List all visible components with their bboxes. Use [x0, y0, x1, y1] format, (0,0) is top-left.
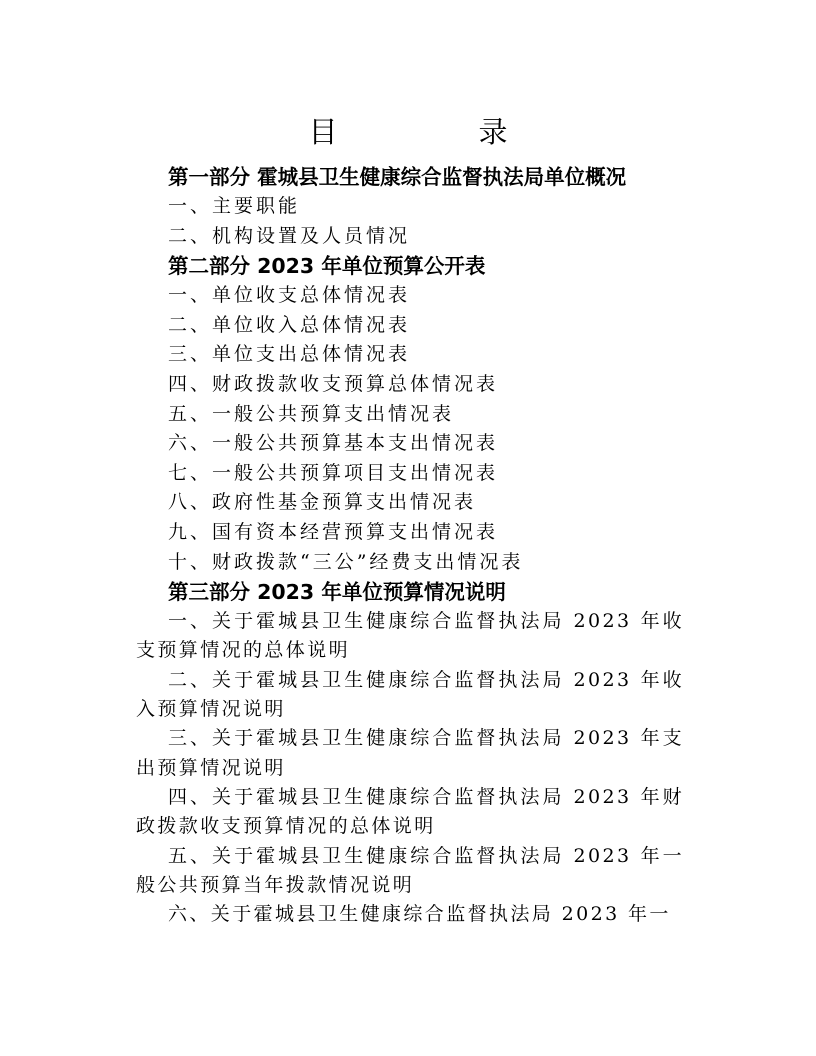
toc-item: 一、关于霍城县卫生健康综合监督执法局 2023 年收支预算情况的总体说明 [136, 610, 684, 662]
part-heading: 第一部分 霍城县卫生健康综合监督执法局单位概况 [168, 165, 627, 189]
toc-item: 五、一般公共预算支出情况表 [168, 402, 455, 425]
toc-item: 九、国有资本经营预算支出情况表 [168, 520, 499, 543]
toc-item: 四、财政拨款收支预算总体情况表 [168, 372, 499, 395]
toc-item: 八、政府性基金预算支出情况表 [168, 491, 477, 514]
toc-item: 二、关于霍城县卫生健康综合监督执法局 2023 年收入预算情况说明 [136, 668, 684, 721]
toc-item: 一、单位收支总体情况表 [168, 284, 411, 307]
toc-item: 五、关于霍城县卫生健康综合监督执法局 2023 年一般公共预算当年拨款情况说明 [136, 844, 684, 896]
toc-item: 七、一般公共预算项目支出情况表 [168, 461, 499, 484]
toc-item: 六、关于霍城县卫生健康综合监督执法局 2023 年一 [168, 903, 671, 926]
toc-item: 四、关于霍城县卫生健康综合监督执法局 2023 年财政拨款收支预算情况的总体说明 [136, 785, 684, 838]
toc-item: 三、关于霍城县卫生健康综合监督执法局 2023 年支出预算情况说明 [136, 727, 684, 779]
part-heading: 第二部分 2023 年单位预算公开表 [168, 254, 486, 279]
toc-item: 三、单位支出总体情况表 [168, 343, 411, 366]
toc-item: 一、主要职能 [168, 195, 301, 217]
toc-item: 六、一般公共预算基本支出情况表 [168, 432, 499, 455]
page-title: 目 录 [308, 115, 564, 149]
toc-item: 二、单位收入总体情况表 [168, 313, 411, 336]
table-of-contents [136, 162, 684, 929]
toc-item: 二、机构设置及人员情况 [168, 224, 411, 247]
toc-item: 十、财政拨款“三公”经费支出情况表 [168, 550, 524, 573]
part-heading: 第三部分 2023 年单位预算情况说明 [168, 580, 506, 605]
